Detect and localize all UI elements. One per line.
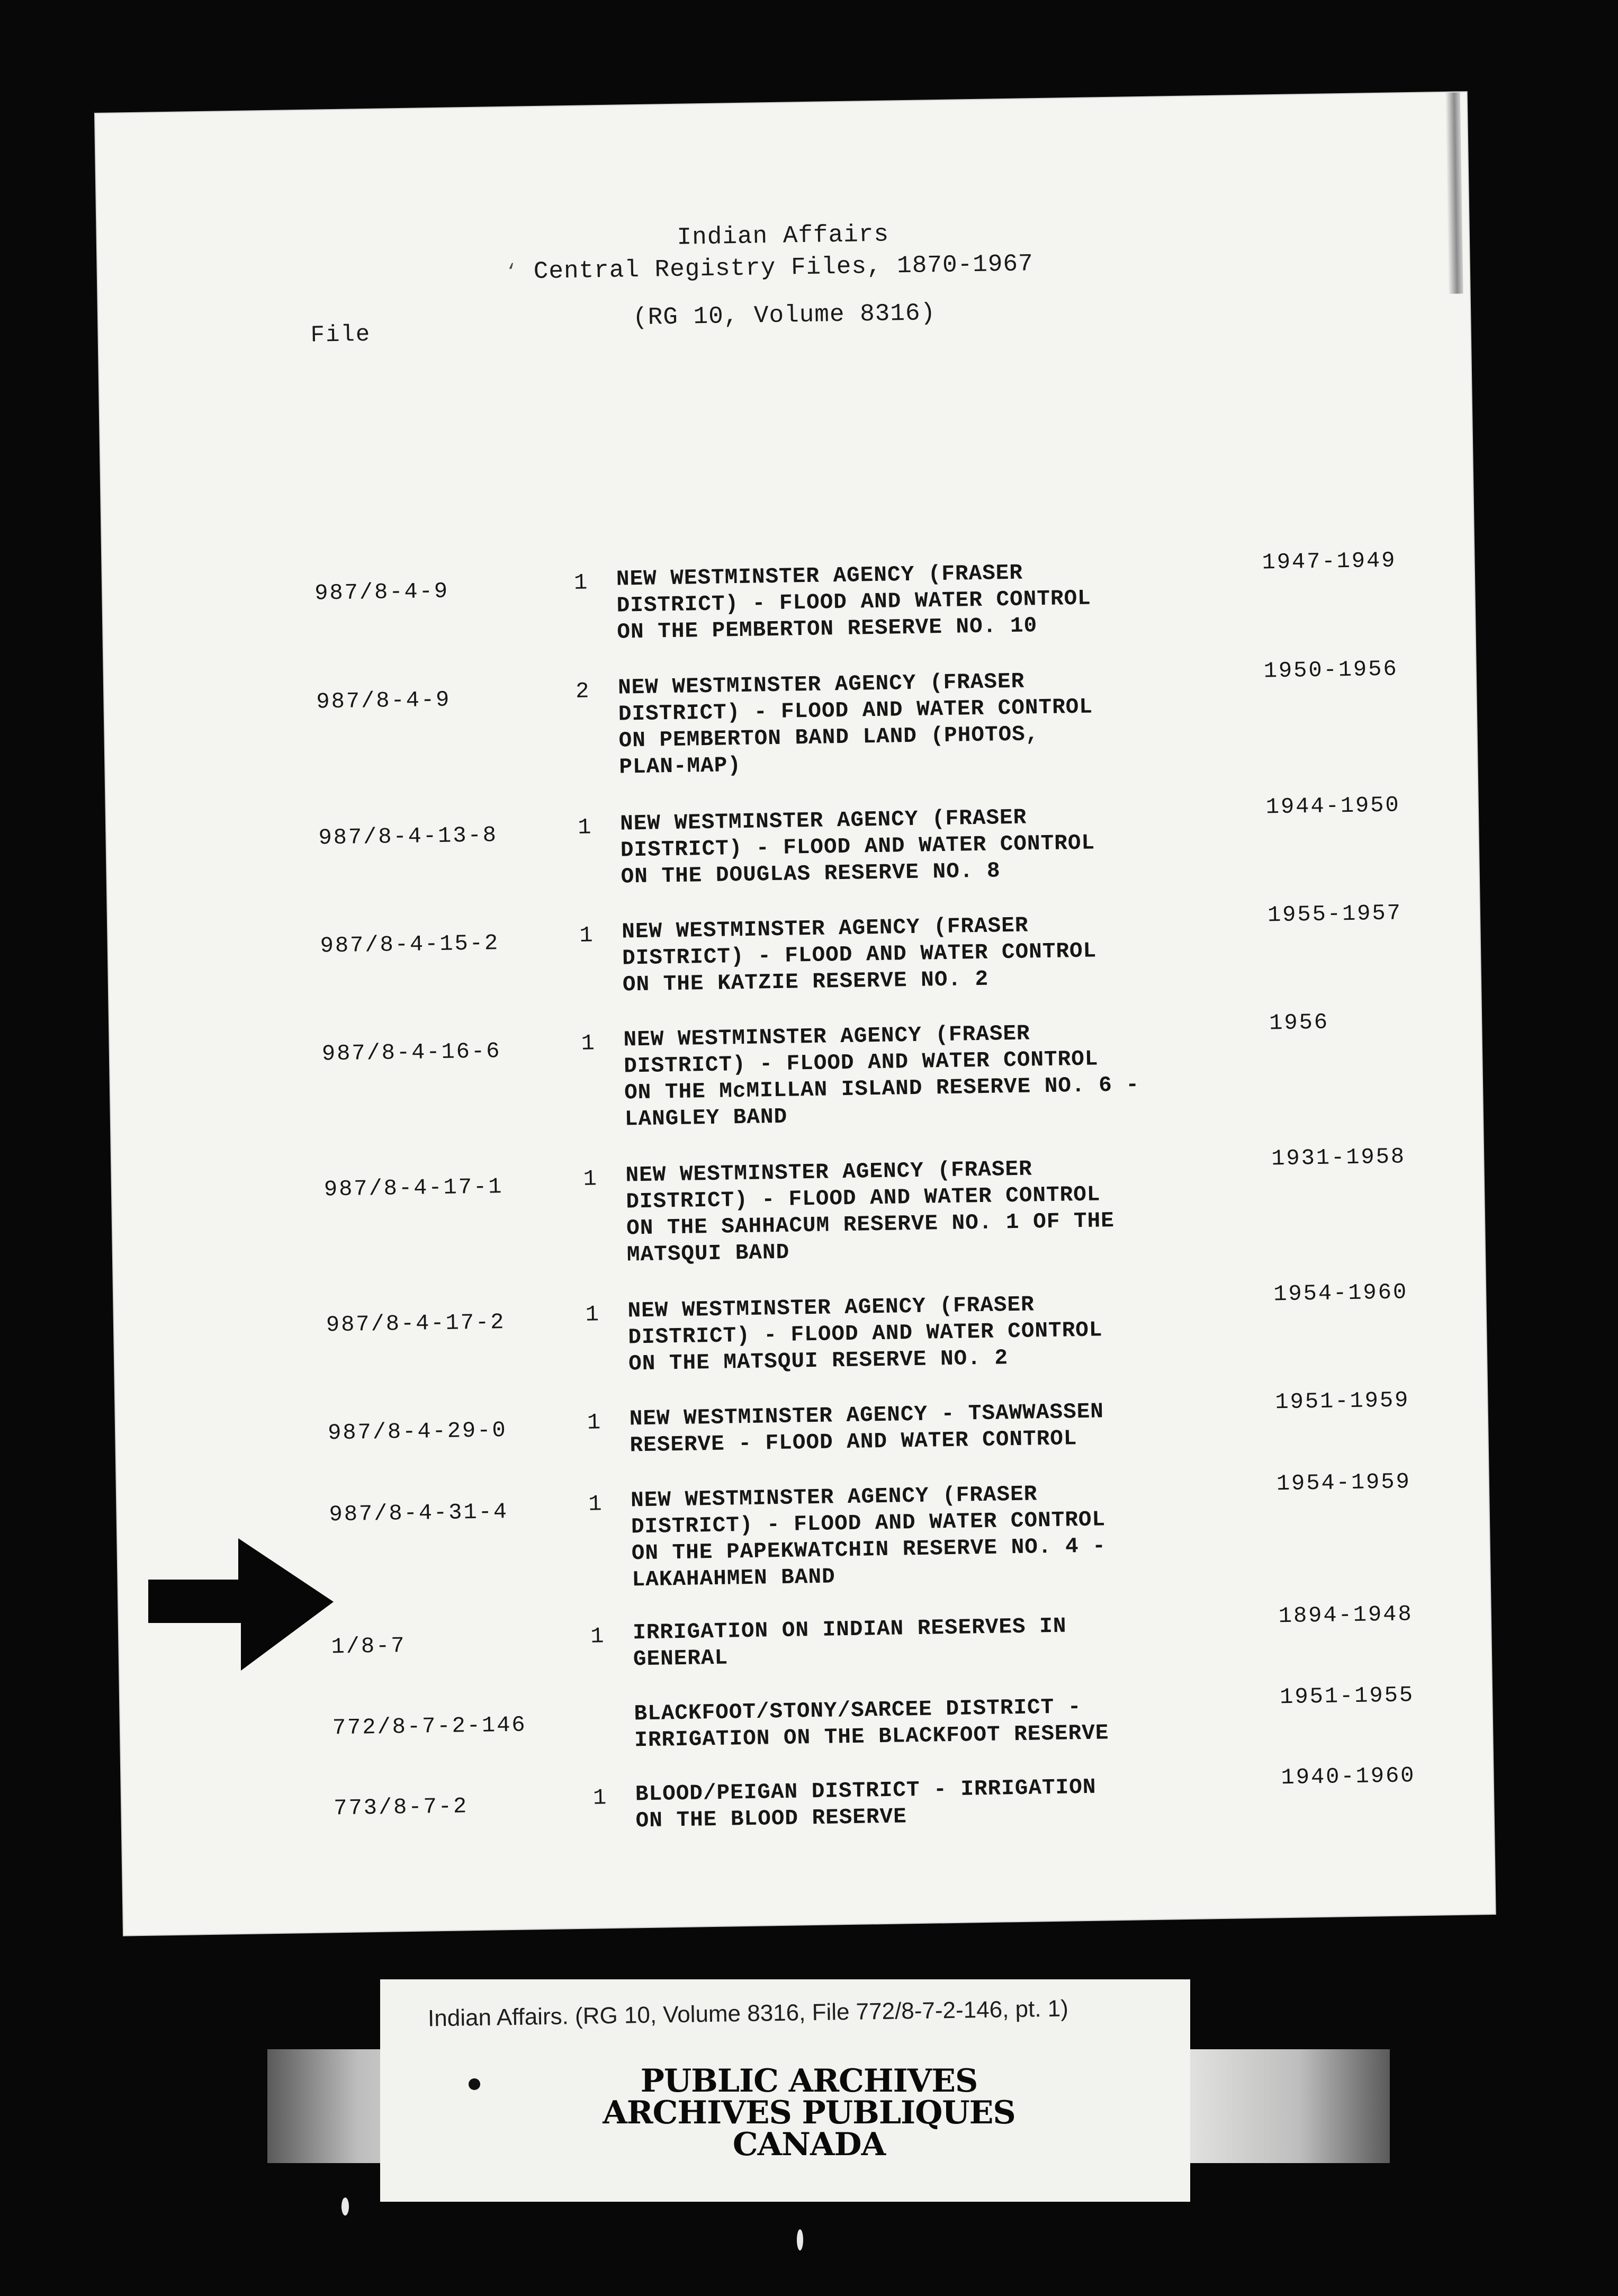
file-dates: 1944-1950 xyxy=(1265,792,1401,820)
file-number: 773/8-7-2 xyxy=(333,1793,469,1822)
file-column-label: File xyxy=(310,321,371,349)
file-part: 1 xyxy=(581,1030,595,1056)
film-speck xyxy=(797,2229,803,2250)
file-number: 987/8-4-31-4 xyxy=(329,1499,509,1528)
file-part: 1 xyxy=(592,1785,607,1811)
file-row xyxy=(110,1009,1481,1132)
file-number: 987/8-4-29-0 xyxy=(327,1418,507,1446)
file-part: 1 xyxy=(577,814,591,840)
file-dates: 1950-1956 xyxy=(1263,656,1398,684)
file-number: 987/8-4-17-1 xyxy=(323,1174,504,1203)
file-row xyxy=(103,548,1474,645)
file-row xyxy=(122,1763,1493,1834)
file-part: 1 xyxy=(585,1302,599,1328)
file-title: NEW WESTMINSTER AGENCY (FRASER DISTRICT) - FLOOD AND WATER CONTROL ON THE KATZIE RESERVE NO. 2 xyxy=(622,913,1097,998)
archive-stamp-line: CANADA xyxy=(732,2126,886,2163)
file-title: NEW WESTMINSTER AGENCY (FRASER DISTRICT) - FLOOD AND WATER CONTROL ON THE MATSQUI RESERVE NO. 2 xyxy=(627,1293,1103,1377)
stray-mark: ‘ xyxy=(505,261,517,283)
file-title: NEW WESTMINSTER AGENCY (FRASER DISTRICT) - FLOOD AND WATER CONTROL ON PEMBERTON BAND LAND (PHOTOS, PLAN-MAP) xyxy=(617,669,1093,780)
file-part: 1 xyxy=(573,570,588,596)
film-speck xyxy=(341,2198,349,2216)
file-part: 2 xyxy=(575,678,589,704)
file-title: BLACKFOOT/STONY/SARCEE DISTRICT - IRRIGATION ON THE BLACKFOOT RESERVE xyxy=(634,1695,1109,1753)
file-part: 1 xyxy=(587,1410,601,1436)
file-number: 987/8-4-17-2 xyxy=(326,1310,506,1338)
file-title: NEW WESTMINSTER AGENCY - TSAWWASSEN RESERVE - FLOOD AND WATER CONTROL xyxy=(629,1400,1104,1458)
file-row xyxy=(104,656,1476,780)
file-number: 987/8-4-13-8 xyxy=(318,822,498,851)
file-list xyxy=(101,420,1472,1834)
file-number: 987/8-4-15-2 xyxy=(320,930,500,959)
file-title: BLOOD/PEIGAN DISTRICT - IRRIGATION ON THE BLOOD RESERVE xyxy=(635,1775,1096,1834)
archive-stamp-line: ARCHIVES PUBLIQUES xyxy=(603,2094,1015,2131)
archive-caption: Indian Affairs. (RG 10, Volume 8316, File 772/8-7-2-146, pt. 1) xyxy=(427,1995,1069,2032)
file-row xyxy=(117,1469,1488,1593)
file-number: 1/8-7 xyxy=(331,1633,406,1660)
file-dates: 1954-1959 xyxy=(1276,1469,1412,1497)
file-title: IRRIGATION ON INDIAN RESERVES IN GENERAL xyxy=(632,1614,1067,1672)
file-row-highlighted xyxy=(120,1682,1491,1753)
file-title: NEW WESTMINSTER AGENCY (FRASER DISTRICT) - FLOOD AND WATER CONTROL ON THE DOUGLAS RESERVE NO. 8 xyxy=(619,805,1095,890)
file-dates: 1947-1949 xyxy=(1262,548,1397,576)
file-row xyxy=(108,900,1479,998)
file-dates: 1956 xyxy=(1269,1009,1329,1036)
header-volume: (RG 10, Volume 8316) xyxy=(632,299,936,332)
file-row xyxy=(114,1279,1485,1377)
file-title: NEW WESTMINSTER AGENCY (FRASER DISTRICT) - FLOOD AND WATER CONTROL ON THE PAPEKWATCHIN RESERVE NO. 4 - LAKAHAHMEN BAND xyxy=(630,1482,1107,1593)
file-title: NEW WESTMINSTER AGENCY (FRASER DISTRICT) - FLOOD AND WATER CONTROL ON THE SAHHACUM RESERVE NO. 1 OF THE MATSQUI BAND xyxy=(625,1157,1115,1268)
file-part: 1 xyxy=(579,922,594,948)
file-dates: 1951-1955 xyxy=(1279,1682,1415,1710)
file-dates: 1955-1957 xyxy=(1267,900,1403,928)
file-number: 987/8-4-9 xyxy=(316,687,451,715)
film-speck xyxy=(469,2078,480,2090)
header-title: Indian Affairs xyxy=(677,220,889,252)
header-subtitle: Central Registry Files, 1870-1967 xyxy=(533,250,1034,286)
file-row xyxy=(112,1144,1483,1268)
file-dates: 1951-1959 xyxy=(1275,1387,1410,1415)
arrow-right-icon xyxy=(148,1538,334,1671)
file-number: 772/8-7-2-146 xyxy=(332,1712,527,1741)
file-title: NEW WESTMINSTER AGENCY (FRASER DISTRICT) - FLOOD AND WATER CONTROL ON THE PEMBERTON RESERVE NO. 10 xyxy=(616,561,1092,645)
archive-stamp-line: PUBLIC ARCHIVES xyxy=(640,2062,978,2100)
file-part: 1 xyxy=(588,1491,602,1517)
file-part: 1 xyxy=(590,1624,604,1649)
file-title: NEW WESTMINSTER AGENCY (FRASER DISTRICT) - FLOOD AND WATER CONTROL ON THE McMILLAN ISLAND RESERVE NO. 6 - LANGLEY BAND xyxy=(623,1021,1140,1132)
archive-stamp xyxy=(0,2062,1618,2163)
file-dates: 1940-1960 xyxy=(1281,1763,1416,1791)
file-part: 1 xyxy=(583,1166,597,1192)
file-dates: 1954-1960 xyxy=(1273,1279,1408,1307)
file-dates: 1931-1958 xyxy=(1271,1144,1406,1172)
file-row xyxy=(106,792,1478,890)
file-dates: 1894-1948 xyxy=(1278,1601,1414,1629)
file-number: 987/8-4-9 xyxy=(314,578,450,606)
file-number: 987/8-4-16-6 xyxy=(321,1038,501,1067)
file-row xyxy=(116,1387,1487,1458)
